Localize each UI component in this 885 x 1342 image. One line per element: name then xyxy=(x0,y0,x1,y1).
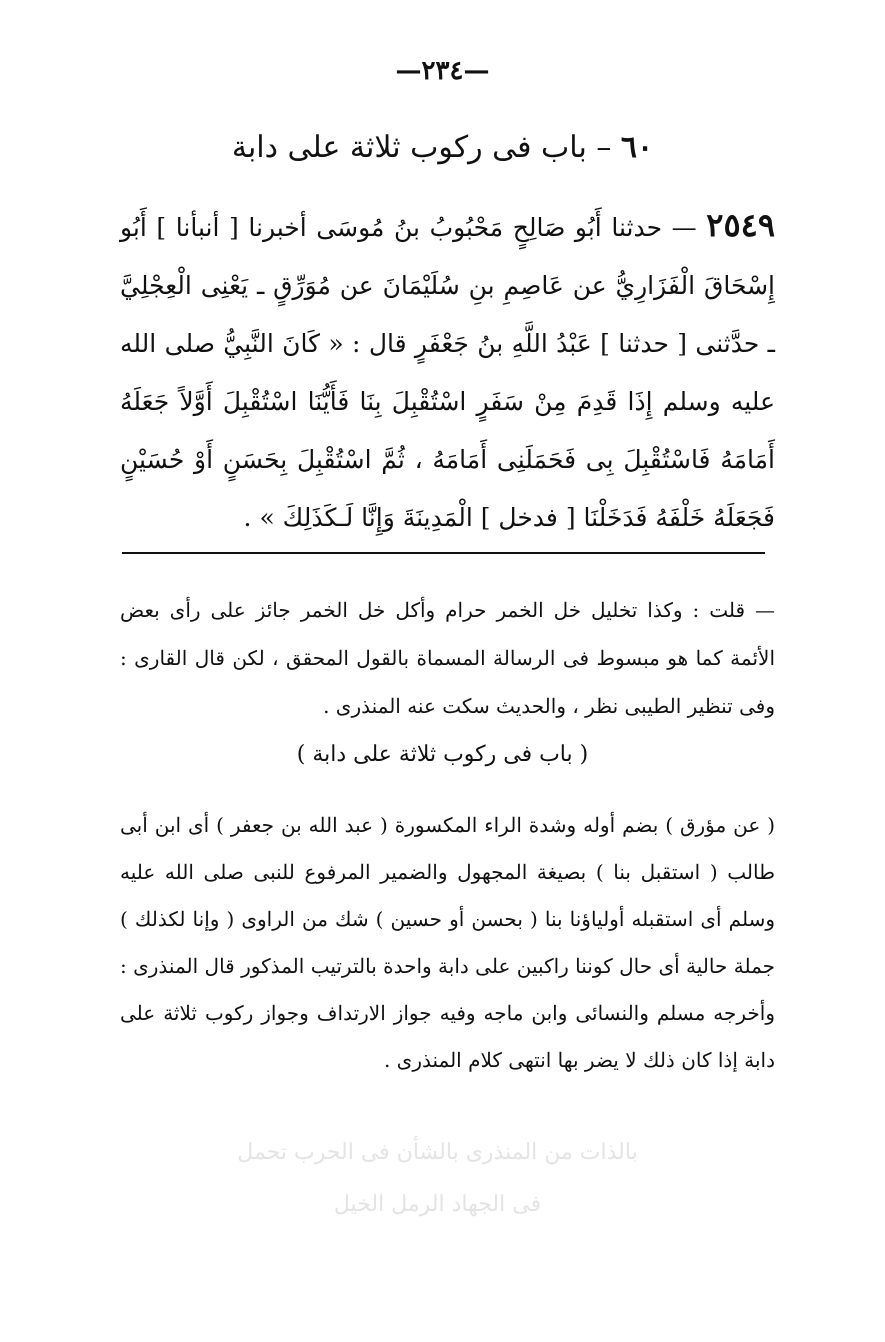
chapter-title xyxy=(0,130,885,165)
commentary-paragraph-1: — قلت : وكذا تخليل خل الخمر حرام وأكل خل الخمر جائز على رأى بعض الأئمة كما هو مبسوط فى الرسالة المسماة بالقول المحقق ، لكن قال القارى : وفى تنظير الطيبى نظر ، والحديث سكت عنه المنذرى . xyxy=(120,598,775,718)
commentary-subheading: ( باب فى ركوب ثلاثة على دابة ) xyxy=(296,742,589,767)
footnote-divider xyxy=(122,552,765,554)
chapter-number: ٦٠ xyxy=(620,130,654,165)
commentary-paragraph-2: ( عن مؤرق ) بضم أوله وشدة الراء المكسورة ( عبد الله بن جعفر ) أى ابن أبى طالب ( استقبل بنا ) بصيغة المجهول والضمير المرفوع للنبى صلى الله عليه وسلم أى استقبله أولياؤنا بنا ( بحسن أو حسين ) شك من الراوى ( وإنا لكذلك ) جملة حالية أى حال كوننا راكبين على دابة واحدة بالترتيب المذكور قال المنذرى : وأخرجه مسلم والنسائى وابن ماجه وفيه جواز الارتداف وجواز ركوب ثلاثة على دابة إذا كان ذلك لا يضر بها انتهى كلام المنذرى . xyxy=(120,813,775,1072)
hadith-body: — حدثنا أَبُو صَالِحٍ مَحْبُوبُ بنُ مُوسَى أخبرنا [ أنبأنا ] أَبُو إِسْحَاقَ الْفَزَارِيُّ عن عَاصِمِ بنِ سُلَيْمَانَ عن مُوَرِّقٍ ـ يَعْنِى الْعِجْلِيَّ ـ حدَّثنى [ حدثنا ] عَبْدُ اللَّهِ بنُ جَعْفَرٍ قال : « كَانَ النَّبِيُّ صلى الله عليه وسلم إِذَا قَدِمَ مِنْ سَفَرٍ اسْتُقْبِلَ بِنَا فَأَيُّنَا اسْتُقْبِلَ أَوَّلاً جَعَلَهُ أَمَامَهُ فَاسْتُقْبِلَ بِى فَحَمَلَنِى أَمَامَهُ ، ثُمَّ اسْتُقْبِلَ بِحَسَنٍ أَوْ حُسَيْنٍ فَجَعَلَهُ خَلْفَهُ فَدَخَلْنَا [ فدخل ] الْمَدِينَةَ وَإِنَّا لَـكَذَلِكَ » . xyxy=(120,213,775,532)
page-number: —٢٣٤— xyxy=(395,56,490,86)
bleed-through-line-1: بالذات من المنذرى بالشأن فى الحرب تحمل xyxy=(237,1140,638,1165)
hadith-number: ٢٥٤٩ xyxy=(706,206,775,244)
hadith-text-block xyxy=(120,196,775,547)
chapter-dash: – xyxy=(586,130,621,165)
bleed-through-line-2: فى الجهاد الرمل الخيل xyxy=(333,1192,542,1217)
chapter-title-text: باب فى ركوب ثلاثة على دابة xyxy=(231,130,587,165)
